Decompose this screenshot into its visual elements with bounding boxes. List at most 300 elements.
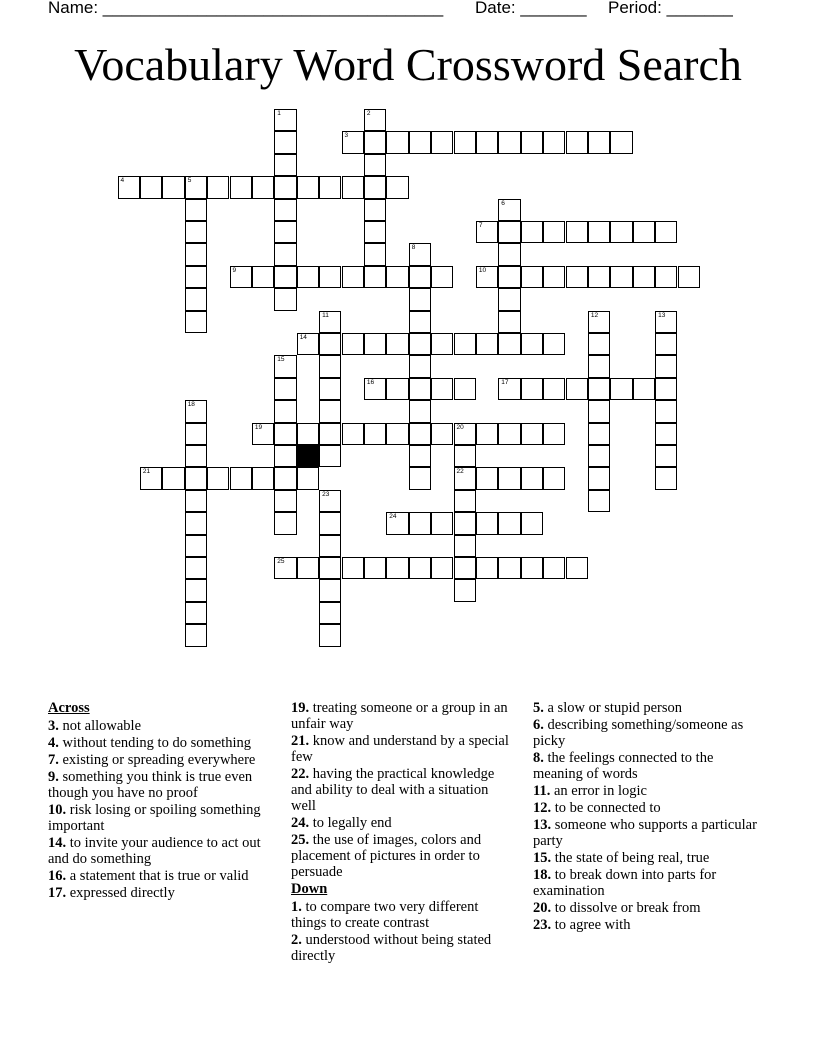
clue-number: 12 — [590, 311, 599, 319]
grid-cell[interactable] — [319, 624, 341, 646]
grid-cell[interactable] — [319, 512, 341, 534]
grid-cell[interactable] — [185, 557, 207, 579]
grid-cell[interactable] — [476, 467, 498, 489]
grid-cell[interactable] — [431, 333, 453, 355]
grid-cell[interactable] — [409, 355, 431, 377]
grid-cell[interactable] — [610, 378, 632, 400]
clue-item — [48, 769, 273, 801]
grid-cell[interactable] — [498, 423, 520, 445]
grid-cell[interactable] — [319, 355, 341, 377]
clue-item — [48, 868, 273, 884]
grid-cell[interactable] — [185, 243, 207, 265]
grid-cell[interactable] — [274, 176, 296, 198]
clue-number: 3 — [344, 132, 349, 140]
grid-cell[interactable] — [319, 579, 341, 601]
grid-cell[interactable] — [185, 445, 207, 467]
clue-number: 22 — [456, 468, 464, 476]
grid-cell[interactable] — [498, 288, 520, 310]
black-cell — [297, 445, 319, 467]
grid-cell[interactable] — [498, 333, 520, 355]
grid-cell[interactable] — [543, 423, 565, 445]
grid-cell[interactable] — [566, 378, 588, 400]
clue-item-number: 6. — [533, 717, 544, 733]
grid-cell[interactable] — [185, 535, 207, 557]
grid-cell[interactable] — [319, 423, 341, 445]
grid-cell[interactable] — [185, 199, 207, 221]
clue-item-number: 24. — [291, 815, 310, 831]
grid-cell[interactable] — [297, 333, 319, 355]
clue-number: 6 — [501, 199, 505, 207]
clue-item-text: not allowable — [58, 718, 142, 734]
clue-item-number: 11. — [533, 783, 551, 799]
across-heading: Across — [48, 700, 90, 716]
grid-cell[interactable] — [364, 109, 386, 131]
clue-item-text: to break down into parts for examination — [533, 867, 717, 899]
grid-cell[interactable] — [118, 176, 140, 198]
grid-cell[interactable] — [319, 602, 341, 624]
grid-cell[interactable] — [588, 221, 610, 243]
grid-cell[interactable] — [342, 176, 364, 198]
grid-cell[interactable] — [342, 333, 364, 355]
grid-cell[interactable] — [431, 512, 453, 534]
clue-number: 10 — [478, 266, 487, 274]
grid-cell[interactable] — [476, 423, 498, 445]
grid-cell[interactable] — [588, 445, 610, 467]
clue-number: 14 — [299, 334, 307, 341]
clue-item-number: 5. — [533, 700, 544, 716]
clue-item-text: someone who supports a particular party — [533, 817, 757, 849]
clue-number: 7 — [478, 222, 483, 229]
clue-item — [48, 885, 273, 901]
grid-cell[interactable] — [185, 311, 207, 333]
grid-cell[interactable] — [386, 557, 408, 579]
grid-cell[interactable] — [386, 131, 408, 153]
grid-cell[interactable] — [319, 557, 341, 579]
grid-cell[interactable] — [610, 131, 632, 153]
grid-cell[interactable] — [274, 266, 296, 288]
grid-cell[interactable] — [185, 266, 207, 288]
grid-cell[interactable] — [319, 490, 341, 512]
grid-cell[interactable] — [655, 467, 677, 489]
grid-cell[interactable] — [409, 288, 431, 310]
clue-item — [533, 817, 758, 849]
grid-cell[interactable] — [543, 467, 565, 489]
grid-cell[interactable] — [498, 131, 520, 153]
grid-cell[interactable] — [319, 445, 341, 467]
grid-cell[interactable] — [319, 176, 341, 198]
grid-cell[interactable] — [588, 423, 610, 445]
grid-cell[interactable] — [140, 467, 162, 489]
clue-item-number: 15. — [533, 850, 552, 866]
grid-cell[interactable] — [207, 467, 229, 489]
clue-number: 9 — [232, 266, 237, 274]
clue-item-number: 17. — [48, 885, 67, 901]
grid-cell[interactable] — [588, 378, 610, 400]
clue-item-number: 16. — [48, 868, 67, 884]
grid-cell[interactable] — [364, 199, 386, 221]
clue-item-number: 9. — [48, 769, 59, 785]
clue-item — [533, 900, 758, 916]
clue-item — [533, 917, 758, 933]
clue-item-text: a statement that is true or valid — [66, 868, 249, 884]
clue-item-number: 19. — [291, 700, 310, 716]
name-field[interactable]: Name: ____________________________________ — [48, 0, 444, 17]
grid-cell[interactable] — [409, 131, 431, 153]
grid-cell[interactable] — [252, 176, 274, 198]
clue-number: 25 — [277, 558, 285, 565]
grid-cell[interactable] — [498, 243, 520, 265]
grid-cell[interactable] — [207, 176, 229, 198]
grid-cell[interactable] — [409, 243, 431, 265]
clue-item — [48, 752, 273, 768]
grid-cell[interactable] — [342, 131, 364, 153]
clue-item-text: describing something/someone as picky — [533, 717, 744, 749]
grid-cell[interactable] — [498, 221, 520, 243]
grid-cell[interactable] — [476, 266, 498, 288]
grid-cell[interactable] — [498, 199, 520, 221]
clue-item-number: 18. — [533, 867, 552, 883]
grid-cell[interactable] — [454, 557, 476, 579]
grid-cell[interactable] — [185, 512, 207, 534]
clue-number: 1 — [277, 110, 281, 117]
grid-cell[interactable] — [364, 176, 386, 198]
grid-cell[interactable] — [274, 378, 296, 400]
clue-number: 24 — [389, 513, 397, 521]
grid-cell[interactable] — [521, 333, 543, 355]
grid-cell[interactable] — [476, 512, 498, 534]
grid-cell[interactable] — [454, 445, 476, 467]
grid-cell[interactable] — [252, 423, 274, 445]
grid-cell[interactable] — [588, 266, 610, 288]
clue-item — [48, 735, 273, 751]
grid-cell[interactable] — [566, 557, 588, 579]
grid-cell[interactable] — [185, 423, 207, 445]
clue-item — [533, 867, 758, 899]
grid-cell[interactable] — [498, 557, 520, 579]
grid-cell[interactable] — [543, 557, 565, 579]
clue-item — [291, 733, 513, 765]
clue-item-text: existing or spreading everywhere — [58, 752, 256, 768]
grid-cell[interactable] — [409, 311, 431, 333]
clue-number: 18 — [187, 401, 195, 409]
grid-cell[interactable] — [454, 579, 476, 601]
grid-cell[interactable] — [655, 355, 677, 377]
grid-cell[interactable] — [274, 288, 296, 310]
clue-item-number: 14. — [48, 835, 67, 851]
grid-cell[interactable] — [364, 423, 386, 445]
clue-item-number: 7. — [48, 752, 59, 768]
grid-cell[interactable] — [364, 378, 386, 400]
clue-item — [48, 718, 273, 734]
clue-number: 21 — [142, 468, 151, 476]
grid-cell[interactable] — [431, 423, 453, 445]
clue-item — [48, 802, 273, 834]
grid-cell[interactable] — [185, 579, 207, 601]
grid-cell[interactable] — [274, 243, 296, 265]
clue-item-text: to invite your audience to act out and do something — [48, 835, 261, 867]
clue-number: 11 — [322, 311, 329, 319]
grid-cell[interactable] — [678, 266, 700, 288]
grid-cell[interactable] — [274, 131, 296, 153]
date-field[interactable]: Date: _______ — [475, 0, 587, 17]
grid-cell[interactable] — [185, 400, 207, 422]
clue-number: 19 — [254, 423, 263, 431]
clue-item — [291, 932, 513, 964]
grid-cell[interactable] — [655, 400, 677, 422]
grid-cell[interactable] — [319, 378, 341, 400]
grid-cell[interactable] — [319, 311, 341, 333]
clue-item-text: something you think is true even though you have no proof — [48, 769, 253, 801]
grid-cell[interactable] — [409, 400, 431, 422]
grid-cell[interactable] — [476, 557, 498, 579]
grid-cell[interactable] — [230, 467, 252, 489]
grid-cell[interactable] — [655, 445, 677, 467]
clue-item — [291, 832, 513, 880]
grid-cell[interactable] — [521, 221, 543, 243]
clue-item — [48, 835, 273, 867]
grid-cell[interactable] — [274, 199, 296, 221]
grid-cell[interactable] — [476, 131, 498, 153]
grid-cell[interactable] — [655, 221, 677, 243]
grid-cell[interactable] — [409, 333, 431, 355]
grid-cell[interactable] — [521, 423, 543, 445]
grid-cell[interactable] — [185, 288, 207, 310]
grid-cell[interactable] — [274, 221, 296, 243]
clue-item — [533, 850, 758, 866]
grid-cell[interactable] — [185, 467, 207, 489]
grid-cell[interactable] — [162, 176, 184, 198]
grid-cell[interactable] — [364, 154, 386, 176]
clue-item-text: know and understand by a special few — [291, 733, 509, 765]
grid-cell[interactable] — [655, 333, 677, 355]
clue-number: 13 — [658, 311, 666, 319]
grid-cell[interactable] — [588, 400, 610, 422]
grid-cell[interactable] — [431, 131, 453, 153]
grid-cell[interactable] — [588, 131, 610, 153]
clue-number: 23 — [322, 490, 330, 498]
grid-cell[interactable] — [521, 557, 543, 579]
grid-cell[interactable] — [521, 378, 543, 400]
clue-item-number: 20. — [533, 900, 552, 916]
clue-item-number: 13. — [533, 817, 552, 833]
grid-cell[interactable] — [274, 109, 296, 131]
grid-cell[interactable] — [655, 311, 677, 333]
clue-item-number: 10. — [48, 802, 67, 818]
grid-cell[interactable] — [252, 467, 274, 489]
grid-cell[interactable] — [185, 221, 207, 243]
grid-cell[interactable] — [140, 176, 162, 198]
page-title: Vocabulary Word Crossword Search — [74, 39, 742, 90]
grid-cell[interactable] — [476, 333, 498, 355]
grid-cell[interactable] — [297, 266, 319, 288]
grid-cell[interactable] — [274, 355, 296, 377]
grid-cell[interactable] — [319, 333, 341, 355]
grid-cell[interactable] — [655, 266, 677, 288]
grid-cell[interactable] — [521, 512, 543, 534]
grid-cell[interactable] — [588, 311, 610, 333]
grid-cell[interactable] — [297, 557, 319, 579]
clue-item-text: to legally end — [309, 815, 392, 831]
grid-cell[interactable] — [543, 333, 565, 355]
grid-cell[interactable] — [274, 400, 296, 422]
clue-number: 2 — [366, 110, 371, 117]
grid-cell[interactable] — [274, 154, 296, 176]
grid-cell[interactable] — [274, 445, 296, 467]
clue-item-text: the use of images, colors and placement of pictures in order to persuade — [291, 832, 482, 880]
grid-cell[interactable] — [498, 467, 520, 489]
grid-cell[interactable] — [185, 176, 207, 198]
grid-cell[interactable] — [476, 221, 498, 243]
grid-cell[interactable] — [498, 311, 520, 333]
grid-cell[interactable] — [454, 512, 476, 534]
grid-cell[interactable] — [274, 512, 296, 534]
clue-item-text: to compare two very different things to create contrast — [291, 899, 479, 931]
clue-item-number: 1. — [291, 899, 302, 915]
clues-column-1 — [48, 700, 273, 902]
grid-cell[interactable] — [364, 243, 386, 265]
clue-item-text: having the practical knowledge and ability to deal with a situation well — [291, 766, 495, 814]
grid-cell[interactable] — [386, 333, 408, 355]
grid-cell[interactable] — [297, 423, 319, 445]
grid-cell[interactable] — [655, 423, 677, 445]
grid-cell[interactable] — [274, 423, 296, 445]
clue-item-text: an error in logic — [550, 783, 647, 799]
clue-number: 15 — [277, 356, 285, 364]
grid-cell[interactable] — [386, 176, 408, 198]
grid-cell[interactable] — [498, 512, 520, 534]
grid-cell[interactable] — [633, 266, 655, 288]
grid-cell[interactable] — [364, 221, 386, 243]
grid-cell[interactable] — [521, 467, 543, 489]
grid-cell[interactable] — [588, 490, 610, 512]
grid-cell[interactable] — [543, 131, 565, 153]
grid-cell[interactable] — [386, 378, 408, 400]
clue-item — [533, 800, 758, 816]
grid-cell[interactable] — [588, 355, 610, 377]
grid-cell[interactable] — [297, 467, 319, 489]
grid-cell[interactable] — [409, 557, 431, 579]
clue-item-text: treating someone or a group in an unfair way — [291, 700, 508, 732]
grid-cell[interactable] — [185, 624, 207, 646]
grid-cell[interactable] — [454, 333, 476, 355]
clues-column-2 — [291, 700, 513, 965]
grid-cell[interactable] — [454, 467, 476, 489]
grid-cell[interactable] — [252, 266, 274, 288]
grid-cell[interactable] — [274, 557, 296, 579]
grid-cell[interactable] — [588, 467, 610, 489]
clue-item-number: 8. — [533, 750, 544, 766]
grid-cell[interactable] — [409, 512, 431, 534]
grid-cell[interactable] — [633, 378, 655, 400]
grid-cell[interactable] — [454, 490, 476, 512]
grid-cell[interactable] — [409, 378, 431, 400]
grid-cell[interactable] — [230, 176, 252, 198]
grid-cell[interactable] — [274, 490, 296, 512]
clue-number: 17 — [501, 378, 509, 386]
grid-cell[interactable] — [566, 221, 588, 243]
grid-cell[interactable] — [364, 557, 386, 579]
grid-cell[interactable] — [297, 176, 319, 198]
grid-cell[interactable] — [185, 490, 207, 512]
grid-cell[interactable] — [319, 266, 341, 288]
clue-item-text: the state of being real, true — [551, 850, 710, 866]
grid-cell[interactable] — [498, 378, 520, 400]
clue-number: 5 — [187, 177, 192, 185]
grid-cell[interactable] — [431, 557, 453, 579]
grid-cell[interactable] — [521, 266, 543, 288]
clue-item-text: to be connected to — [551, 800, 661, 816]
grid-cell[interactable] — [185, 602, 207, 624]
grid-cell[interactable] — [274, 467, 296, 489]
grid-cell[interactable] — [319, 535, 341, 557]
grid-cell[interactable] — [633, 221, 655, 243]
clue-item-number: 2. — [291, 932, 302, 948]
grid-cell[interactable] — [364, 131, 386, 153]
grid-cell[interactable] — [498, 266, 520, 288]
grid-cell[interactable] — [543, 221, 565, 243]
clue-item — [291, 815, 513, 831]
clue-item-text: a slow or stupid person — [543, 700, 683, 716]
grid-cell[interactable] — [409, 423, 431, 445]
grid-cell[interactable] — [409, 445, 431, 467]
grid-cell[interactable] — [162, 467, 184, 489]
grid-cell[interactable] — [610, 221, 632, 243]
grid-cell[interactable] — [386, 423, 408, 445]
clue-item — [533, 700, 758, 716]
clue-item — [533, 783, 758, 799]
grid-cell[interactable] — [431, 266, 453, 288]
clue-item-number: 23. — [533, 917, 552, 933]
grid-cell[interactable] — [566, 131, 588, 153]
grid-cell[interactable] — [454, 378, 476, 400]
grid-cell[interactable] — [342, 423, 364, 445]
grid-cell[interactable] — [342, 266, 364, 288]
across-clue-list — [48, 718, 273, 901]
clues-column-3 — [533, 700, 758, 934]
clue-item-number: 4. — [48, 735, 59, 751]
grid-cell[interactable] — [521, 131, 543, 153]
grid-cell[interactable] — [588, 333, 610, 355]
grid-cell[interactable] — [543, 266, 565, 288]
grid-cell[interactable] — [543, 378, 565, 400]
grid-cell[interactable] — [364, 266, 386, 288]
clue-item-text: expressed directly — [66, 885, 175, 901]
grid-cell[interactable] — [386, 512, 408, 534]
grid-cell[interactable] — [566, 266, 588, 288]
clue-item-number: 25. — [291, 832, 310, 848]
grid-cell[interactable] — [454, 535, 476, 557]
grid-cell[interactable] — [319, 400, 341, 422]
grid-cell[interactable] — [230, 266, 252, 288]
grid-cell[interactable] — [454, 423, 476, 445]
grid-cell[interactable] — [409, 266, 431, 288]
clue-number: 16 — [366, 378, 375, 386]
grid-cell[interactable] — [655, 378, 677, 400]
grid-cell[interactable] — [409, 467, 431, 489]
grid-cell[interactable] — [610, 266, 632, 288]
period-field[interactable]: Period: _______ — [608, 0, 733, 17]
grid-cell[interactable] — [386, 266, 408, 288]
clue-item — [533, 717, 758, 749]
clue-item-text: understood without being stated directly — [291, 932, 492, 964]
grid-cell[interactable] — [454, 131, 476, 153]
clue-number: 8 — [411, 244, 416, 252]
grid-cell[interactable] — [364, 333, 386, 355]
grid-cell[interactable] — [431, 378, 453, 400]
grid-cell[interactable] — [342, 557, 364, 579]
clue-item — [291, 766, 513, 814]
clue-item-text: to dissolve or break from — [551, 900, 701, 916]
